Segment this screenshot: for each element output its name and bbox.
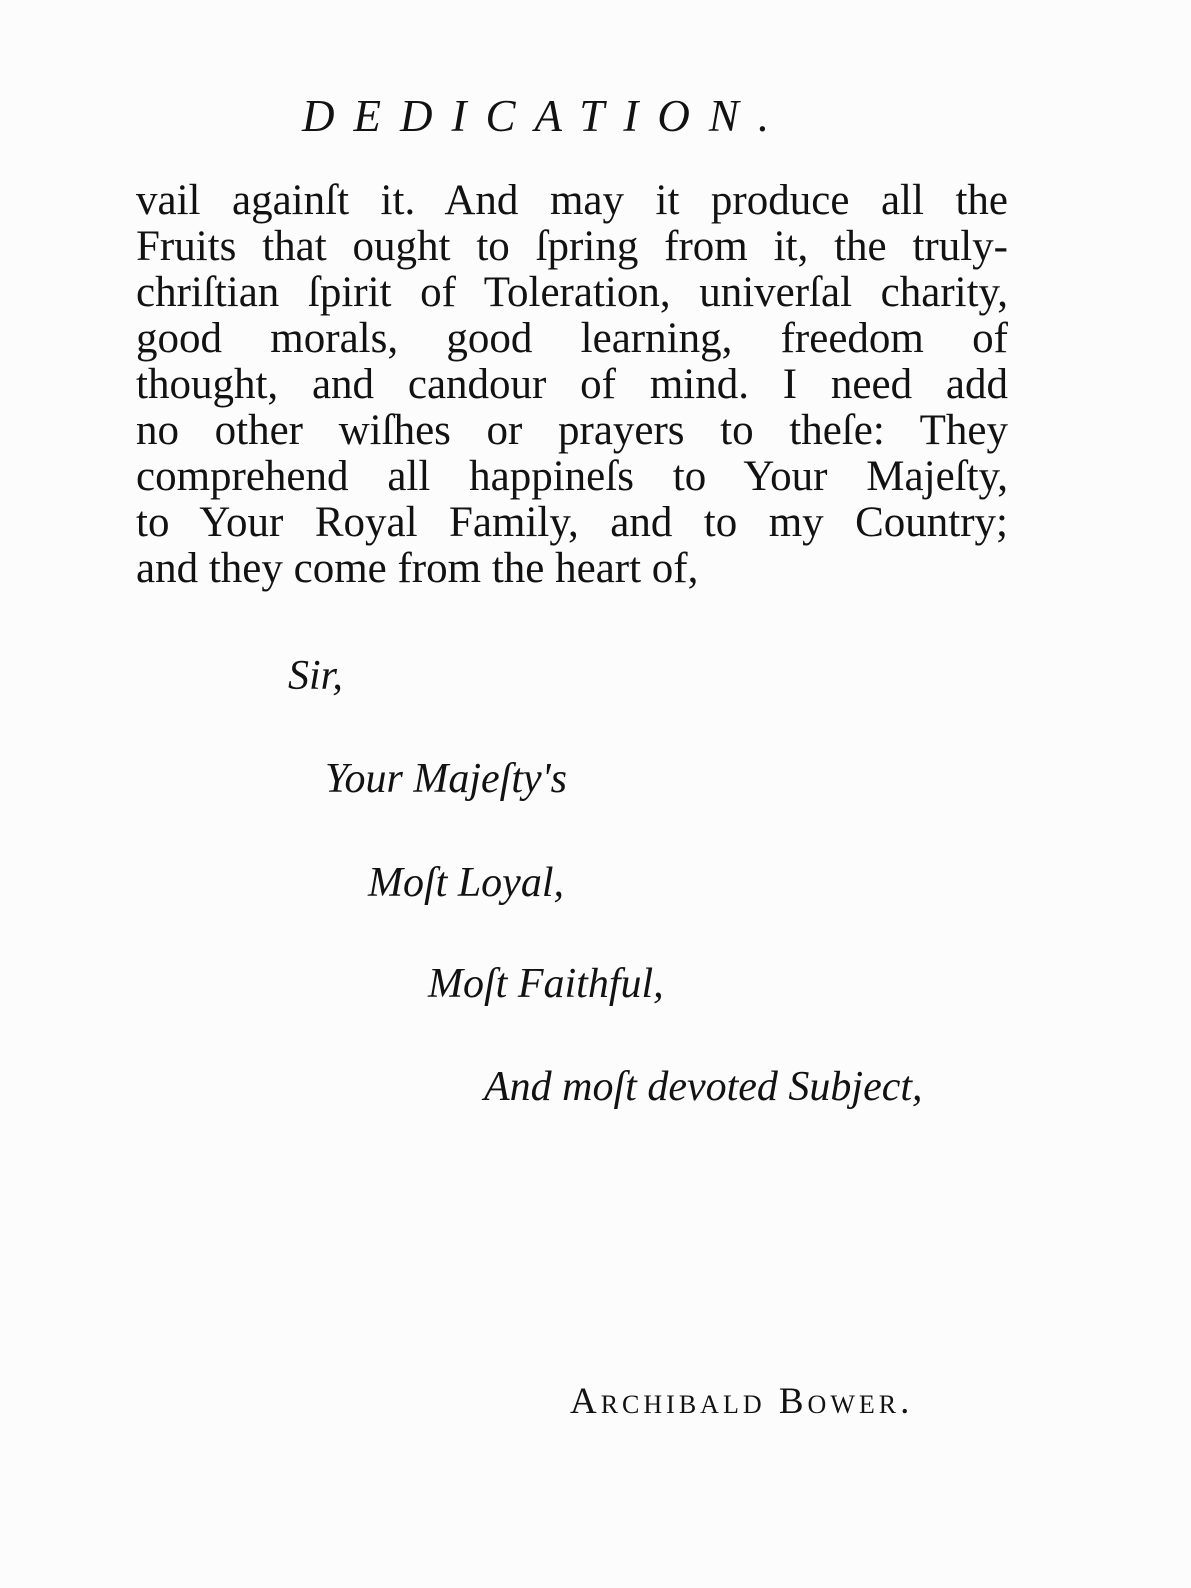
running-head: DEDICATION. <box>302 91 789 141</box>
signature: Archibald Bower. <box>570 1381 914 1422</box>
body-line: and they come from the heart of, <box>136 545 699 592</box>
closing-line: Moſt Faithful, <box>428 961 664 1007</box>
closing-line: Your Majeſty's <box>325 756 567 802</box>
closing-line: And moſt devoted Subject, <box>484 1064 923 1110</box>
body-line: good morals, good learning, freedom of <box>136 315 1008 362</box>
body-line: thought, and candour of mind. I need add <box>136 361 1008 408</box>
salutation: Sir, <box>288 653 343 699</box>
body-line: chriſtian ſpirit of Toleration, univerſal charity, <box>136 269 1008 316</box>
body-line: vail againſt it. And may it produce all the <box>136 177 1008 224</box>
body-line: Fruits that ought to ſpring from it, the truly- <box>136 223 1008 270</box>
body-line: to Your Royal Family, and to my Country; <box>136 499 1008 546</box>
dedication-body <box>136 178 1008 592</box>
body-line: no other wiſhes or prayers to theſe: They <box>136 407 1008 454</box>
closing-line: Moſt Loyal, <box>368 860 564 906</box>
body-line: comprehend all happineſs to Your Majeſty, <box>136 453 1008 500</box>
